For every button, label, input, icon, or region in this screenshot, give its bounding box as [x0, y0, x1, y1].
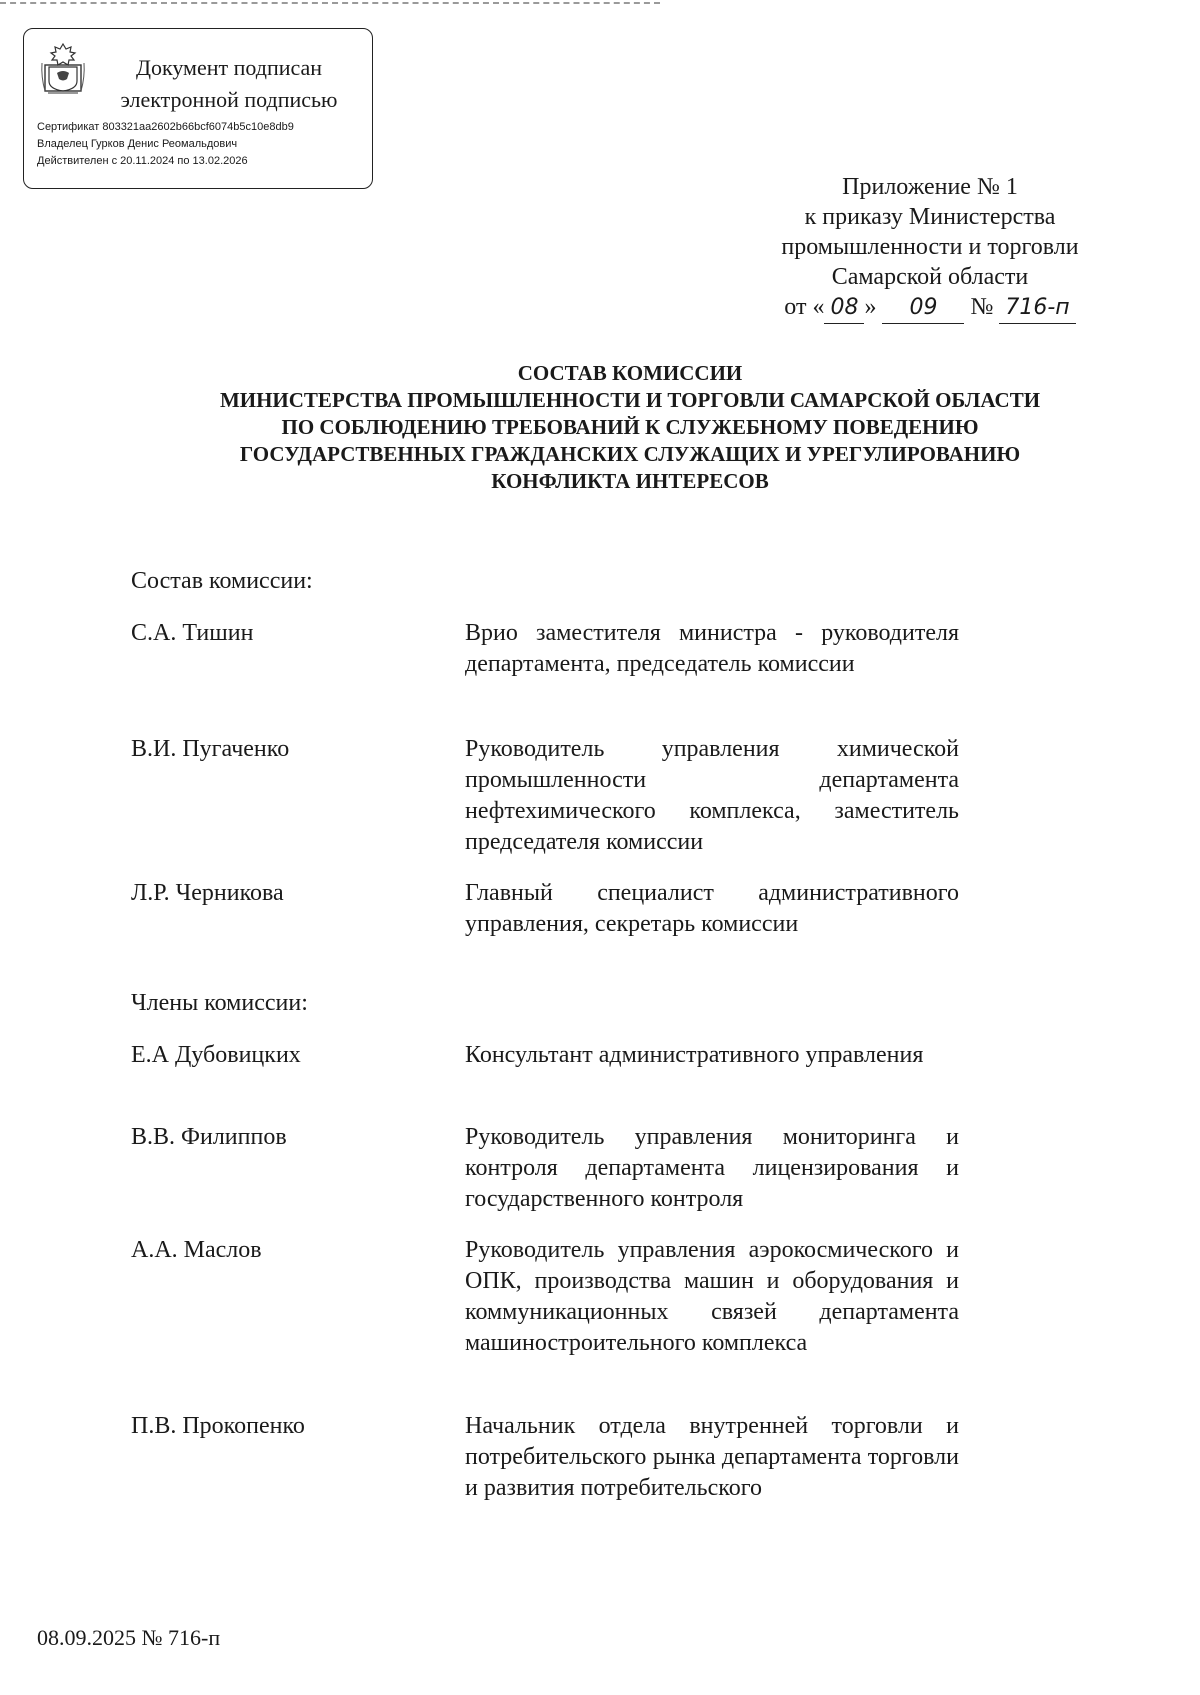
- member-role: Руководитель управления аэрокосмического и ОПК, производства машин и оборудования и коммуникационных связей департамента машиностроительного комплекса: [465, 1237, 959, 1356]
- member-name: П.В. Прокопенко: [131, 1413, 305, 1439]
- heading-line3: ПО СОБЛЮДЕНИЮ ТРЕБОВАНИЙ К СЛУЖЕБНОМУ ПОВЕДЕНИЮ: [281, 415, 979, 439]
- heading-line2: МИНИСТЕРСТВА ПРОМЫШЛЕННОСТИ И ТОРГОВЛИ САМАРСКОЙ ОБЛАСТИ: [219, 388, 1041, 412]
- document-heading: [90, 360, 1170, 495]
- stamp-title-line2: электронной подписью: [120, 87, 338, 112]
- date-prefix: от «: [784, 294, 825, 320]
- member-name: А.А. Маслов: [131, 1237, 262, 1263]
- member-role: Начальник отдела внутренней торговли и потребительского рынка департамента торговли и развития потребительского: [465, 1413, 959, 1501]
- member-name: Е.А Дубовицких: [131, 1042, 301, 1068]
- handwritten-number: 716-п: [999, 293, 1075, 324]
- top-edge-rule: [0, 2, 660, 4]
- coat-of-arms-icon: [40, 41, 86, 97]
- member-role: Руководитель управления мониторинга и контроля департамента лицензирования и государственного контроля: [465, 1124, 959, 1212]
- member-role: Руководитель управления химической промышленности департамента нефтехимического комплекса, заместитель председателя комиссии: [465, 736, 959, 855]
- member-name: С.А. Тишин: [131, 620, 254, 646]
- stamp-owner: Владелец Гурков Денис Реомальдович: [37, 138, 238, 150]
- handwritten-month: 09: [882, 293, 964, 324]
- member-name: В.И. Пугаченко: [131, 736, 290, 762]
- appendix-line4: Самарской области: [831, 264, 1029, 290]
- document-footer-number: 08.09.2025 № 716-п: [37, 1625, 221, 1650]
- appendix-date-line: [740, 292, 1120, 324]
- number-prefix: №: [970, 294, 994, 320]
- stamp-validity: Действителен с 20.11.2024 по 13.02.2026: [37, 155, 248, 167]
- appendix-line3: промышленности и торговли: [781, 234, 1079, 260]
- member-role: Консультант административного управления: [465, 1042, 924, 1068]
- appendix-line1: Приложение № 1: [842, 174, 1018, 200]
- date-mid: »: [864, 294, 877, 320]
- composition-label: Состав комиссии:: [131, 568, 313, 594]
- member-name: В.В. Филиппов: [131, 1124, 287, 1150]
- appendix-line2: к приказу Министерства: [804, 204, 1056, 230]
- handwritten-day: 08: [824, 293, 864, 324]
- heading-line4: ГОСУДАРСТВЕННЫХ ГРАЖДАНСКИХ СЛУЖАЩИХ И УРЕГУЛИРОВАНИЮ: [239, 442, 1021, 466]
- heading-line5: КОНФЛИКТА ИНТЕРЕСОВ: [491, 469, 769, 493]
- member-name: Л.Р. Черникова: [131, 880, 284, 906]
- member-role: Главный специалист административного управления, секретарь комиссии: [465, 880, 959, 937]
- e-signature-stamp: [23, 28, 373, 189]
- stamp-certificate: Сертификат 803321aa2602b66bcf6074b5c10e8db9: [37, 121, 294, 133]
- member-role: Врио заместителя министра - руководителя департамента, председатель комиссии: [465, 620, 959, 677]
- members-label: Члены комиссии:: [131, 990, 308, 1016]
- stamp-title-line1: Документ подписан: [135, 55, 323, 80]
- appendix-block: [740, 172, 1120, 324]
- heading-line1: СОСТАВ КОМИССИИ: [517, 361, 743, 385]
